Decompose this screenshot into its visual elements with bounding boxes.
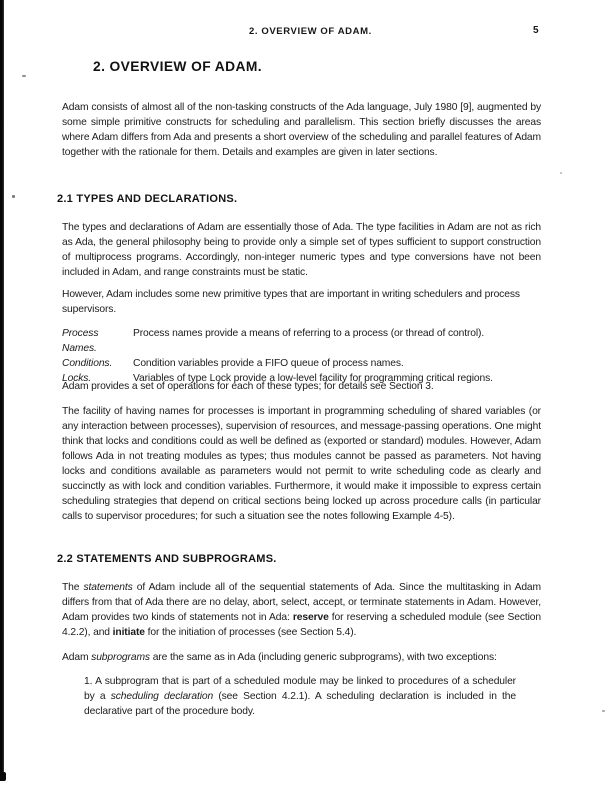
scan-edge-bar: [0, 0, 4, 780]
paragraph-subprograms: [62, 650, 541, 665]
section-2-2-heading: 2.2 STATEMENTS AND SUBPROGRAMS.: [57, 553, 277, 565]
definition-description: Variables of type Lock provide a low-level facility for programming critical regions.: [133, 373, 493, 384]
section-2-1-heading: 2.1 TYPES AND DECLARATIONS.: [57, 193, 238, 205]
definition-row: [62, 356, 541, 371]
list-item-text: (see Section 4.2.1). A scheduling declaration is included in the declarative part of the procedure body.: [84, 691, 516, 717]
scan-speck: [12, 195, 15, 198]
definition-description: Condition variables provide a FIFO queue of process names.: [133, 358, 404, 369]
scan-speck: [602, 710, 605, 712]
paragraph-types: The types and declarations of Adam are essentially those of Ada. The type facilities in Adam are not as rich as Ada, the general philosophy being to provide only a simple set of types sufficient to support construction of multiprocess programs. Accordingly, non-integer numeric types and type conversions have not been included in Adam, and range constraints must be static.: [62, 222, 541, 278]
definition-term: Locks.: [62, 373, 92, 384]
definition-row: [62, 326, 541, 356]
paragraph-facility: The facility of having names for processes is important in programming scheduling of shared variables (or any interaction between processes), supervision of resources, and message-passing operations. One might think that locks and conditions could as well be defined as (exported or standard) modules. However, Adam follows Ada in not treating modules as types; thus modules cannot be passed as parameters. Not having locks and conditions available as parameters would not permit to write scheduling code as clearly and succinctly as with lock and condition variables. Furthermore, it would make it impossible to express certain scheduling strategies that depend on critical sections being locked up across procedure calls (in particular calls to supervisor procedures; for such a situation see the notes following Example 4-5).: [62, 406, 541, 522]
numbered-list-item-1: [84, 674, 516, 719]
list-item-text: 1. A subprogram that is part of a scheduled module may be linked to procedures of a scheduler by a: [84, 676, 516, 702]
paragraph-statements: [62, 580, 541, 640]
term-statements: statements: [83, 582, 133, 593]
statements-text: for the initiation of processes (see Section 5.4).: [144, 627, 357, 638]
paragraph-operations: Adam provides a set of operations for each of these types; for details see Section 3.: [62, 381, 434, 392]
scan-edge-blob: [0, 772, 6, 781]
term-subprograms: subprograms: [91, 652, 150, 663]
document-title: 2. OVERVIEW OF ADAM.: [93, 59, 262, 74]
intro-paragraph: Adam consists of almost all of the non-tasking constructs of the Ada language, July 1980 [9], augmented by some simple primitive constructs for scheduling and parallelism. This section briefly discusses the areas where Adam differs from Ada and presents a short overview of the scheduling and parallel features of Adam together with the rationale for them. Details and examples are given in later sections.: [62, 102, 541, 158]
definition-description: Process names provide a means of referring to a process (or thread of control).: [133, 328, 485, 339]
statements-text: for reserving a scheduled module (see Section 4.2.2), and: [62, 612, 541, 638]
definition-term: Conditions.: [62, 358, 113, 369]
subprograms-text: are the same as in Ada (including generic subprograms), with two exceptions:: [149, 652, 497, 663]
statements-text: The: [62, 582, 84, 593]
scan-speck: [560, 172, 562, 174]
running-title: 2. OVERVIEW OF ADAM.: [249, 26, 372, 37]
keyword-reserve: reserve: [292, 612, 329, 623]
definitions-list: [62, 326, 541, 386]
statements-text: of Adam include all of the sequential statements of Ada. Since the multitasking in Adam differs from that of Ada there are no delay, abort, select, accept, or terminate statements in Adam. However, Adam provides two kinds of statements not in Ada:: [62, 582, 542, 623]
paragraph-primitive-types: However, Adam includes some new primitive types that are important in writing schedulers and process supervisors.: [62, 289, 520, 315]
scan-speck: [22, 75, 26, 77]
term-scheduling-declaration: scheduling declaration: [110, 691, 214, 702]
page-number: 5: [533, 25, 539, 36]
subprograms-text: Adam: [62, 652, 92, 663]
keyword-initiate: initiate: [112, 627, 145, 638]
definition-term: Process Names.: [62, 328, 99, 354]
